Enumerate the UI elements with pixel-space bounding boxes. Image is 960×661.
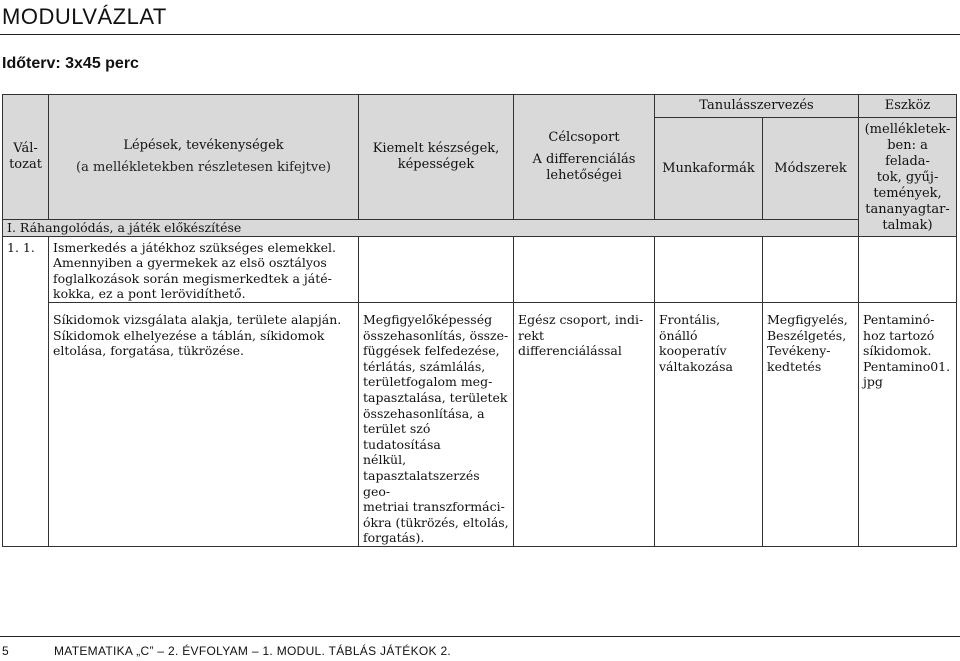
header-steps-cell — [49, 95, 359, 220]
page-footer — [2, 644, 952, 658]
header-target-cell — [514, 95, 655, 220]
header-tools-sub-4: temények, — [873, 186, 942, 201]
target-line-2: rekt differenciálással — [518, 327, 622, 359]
header-target-sub-1: A differenciálás — [532, 152, 636, 167]
tools-line-2: hoz tartozó — [863, 327, 935, 343]
header-change-line-1: Vál- — [13, 141, 38, 156]
header-tools-sub-6: talmak) — [882, 218, 933, 233]
skills-line-2: összehasonlítás, össze- — [363, 327, 509, 343]
header-tools-sub-3: tok, gyűj- — [876, 170, 939, 185]
work-forms-line-4: váltakozása — [659, 358, 733, 374]
skills-line-9: nélkül, — [363, 452, 407, 468]
row-1-tools — [859, 236, 957, 302]
skills-line-10: tapasztalatszerzés geo- — [363, 467, 480, 499]
row-1-steps-line-4: kokka, ez a pont lerövidíthető. — [53, 286, 246, 302]
row-1-target — [514, 236, 655, 302]
footer-divider — [0, 636, 960, 637]
title-divider — [0, 34, 960, 35]
row-number: 1. 1. — [3, 236, 49, 302]
row-2-skills — [359, 302, 514, 546]
section-heading: I. Ráhangolódás, a játék előkészítése — [3, 220, 859, 237]
header-steps-subtitle: (a mellékletekben részletesen kifejtve) — [76, 160, 331, 175]
module-plan-table — [2, 94, 957, 547]
skills-line-4: térlátás, számlálás, — [363, 358, 486, 374]
header-steps-title: Lépések, tevékenységek — [123, 138, 284, 153]
header-change-cell — [3, 95, 49, 220]
skills-line-8: terület szó tudatosítása — [363, 421, 441, 452]
row-1-skills — [359, 236, 514, 302]
skills-line-3: függések felfedezése, — [363, 343, 500, 359]
methods-line-4: kedtetés — [767, 358, 822, 374]
row-1-steps-line-3: foglalkozások során megismerkedtek a játé- — [53, 270, 332, 286]
skills-line-5: területfogalom meg- — [363, 374, 493, 390]
header-target-title: Célcsoport — [548, 130, 620, 145]
row-1-steps-line-2: Amennyiben a gyermekek az elsö osztályos — [53, 255, 327, 271]
page-title: MODULVÁZLAT — [2, 4, 167, 29]
header-skills-cell — [359, 95, 514, 220]
row-2-methods — [763, 302, 859, 546]
skills-line-12: ókra (tükrözés, eltolás, — [363, 514, 509, 530]
header-tools: Eszköz — [859, 95, 957, 118]
header-change-line-2: tozat — [9, 157, 42, 172]
header-tools-sub-5: tananyagtar- — [865, 202, 950, 217]
header-work-forms: Munkaformák — [655, 118, 763, 220]
row-2-work-forms — [655, 302, 763, 546]
header-tools-sub-cell — [859, 118, 957, 237]
work-forms-line-3: kooperatív — [659, 343, 727, 359]
header-tools-sub-2: ben: a felada- — [885, 138, 930, 169]
row-2-steps-line-2: Síkidomok elhelyezése a táblán, síkidomok — [53, 327, 325, 343]
time-plan: Időterv: 3x45 perc — [2, 55, 139, 72]
skills-line-11: metriai transzformáci- — [363, 499, 505, 515]
skills-line-13: forgatás). — [363, 530, 425, 546]
row-2-target — [514, 302, 655, 546]
tools-line-5: jpg — [863, 374, 883, 390]
header-target-sub-2: lehetőségei — [546, 168, 622, 183]
target-line-1: Egész csoport, indi- — [518, 311, 644, 327]
methods-line-2: Beszélgetés, — [767, 327, 847, 343]
tools-line-1: Pentaminó- — [863, 311, 935, 327]
page-number: 5 — [2, 644, 9, 658]
skills-line-7: összehasonlítása, a — [363, 405, 485, 421]
row-2-number — [3, 302, 49, 546]
work-forms-line-2: önálló — [659, 327, 698, 343]
header-skills-line-2: képességek — [397, 157, 475, 172]
row-1-steps — [49, 236, 359, 302]
row-1-steps-line-1: Ismerkedés a játékhoz szükséges elemekkel. — [53, 239, 337, 255]
skills-line-6: tapasztalása, területek — [363, 389, 508, 405]
skills-line-1: Megfigyelőképesség — [363, 311, 493, 327]
tools-line-3: síkidomok. — [863, 343, 932, 359]
row-2-tools — [859, 302, 957, 546]
methods-line-3: Tevékeny- — [767, 343, 831, 359]
header-tools-sub-1: (mellékletek- — [864, 122, 951, 137]
header-methods: Módszerek — [763, 118, 859, 220]
tools-line-4: Pentamino01. — [863, 358, 951, 374]
row-2-steps — [49, 302, 359, 546]
row-2-steps-line-1: Síkidomok vizsgálata alakja, területe alapján. — [53, 311, 342, 327]
methods-line-1: Megfigyelés, — [767, 311, 848, 327]
header-organisation: Tanulásszervezés — [655, 95, 859, 118]
row-1-work-forms — [655, 236, 763, 302]
work-forms-line-1: Frontális, — [659, 311, 721, 327]
row-1-methods — [763, 236, 859, 302]
footer-text: MATEMATIKA „C” – 2. ÉVFOLYAM – 1. MODUL. TÁBLÁS JÁTÉKOK 2. — [54, 644, 452, 658]
header-skills-line-1: Kiemelt készségek, — [372, 141, 500, 156]
row-2-steps-line-3: eltolása, forgatása, tükrözése. — [53, 343, 244, 359]
